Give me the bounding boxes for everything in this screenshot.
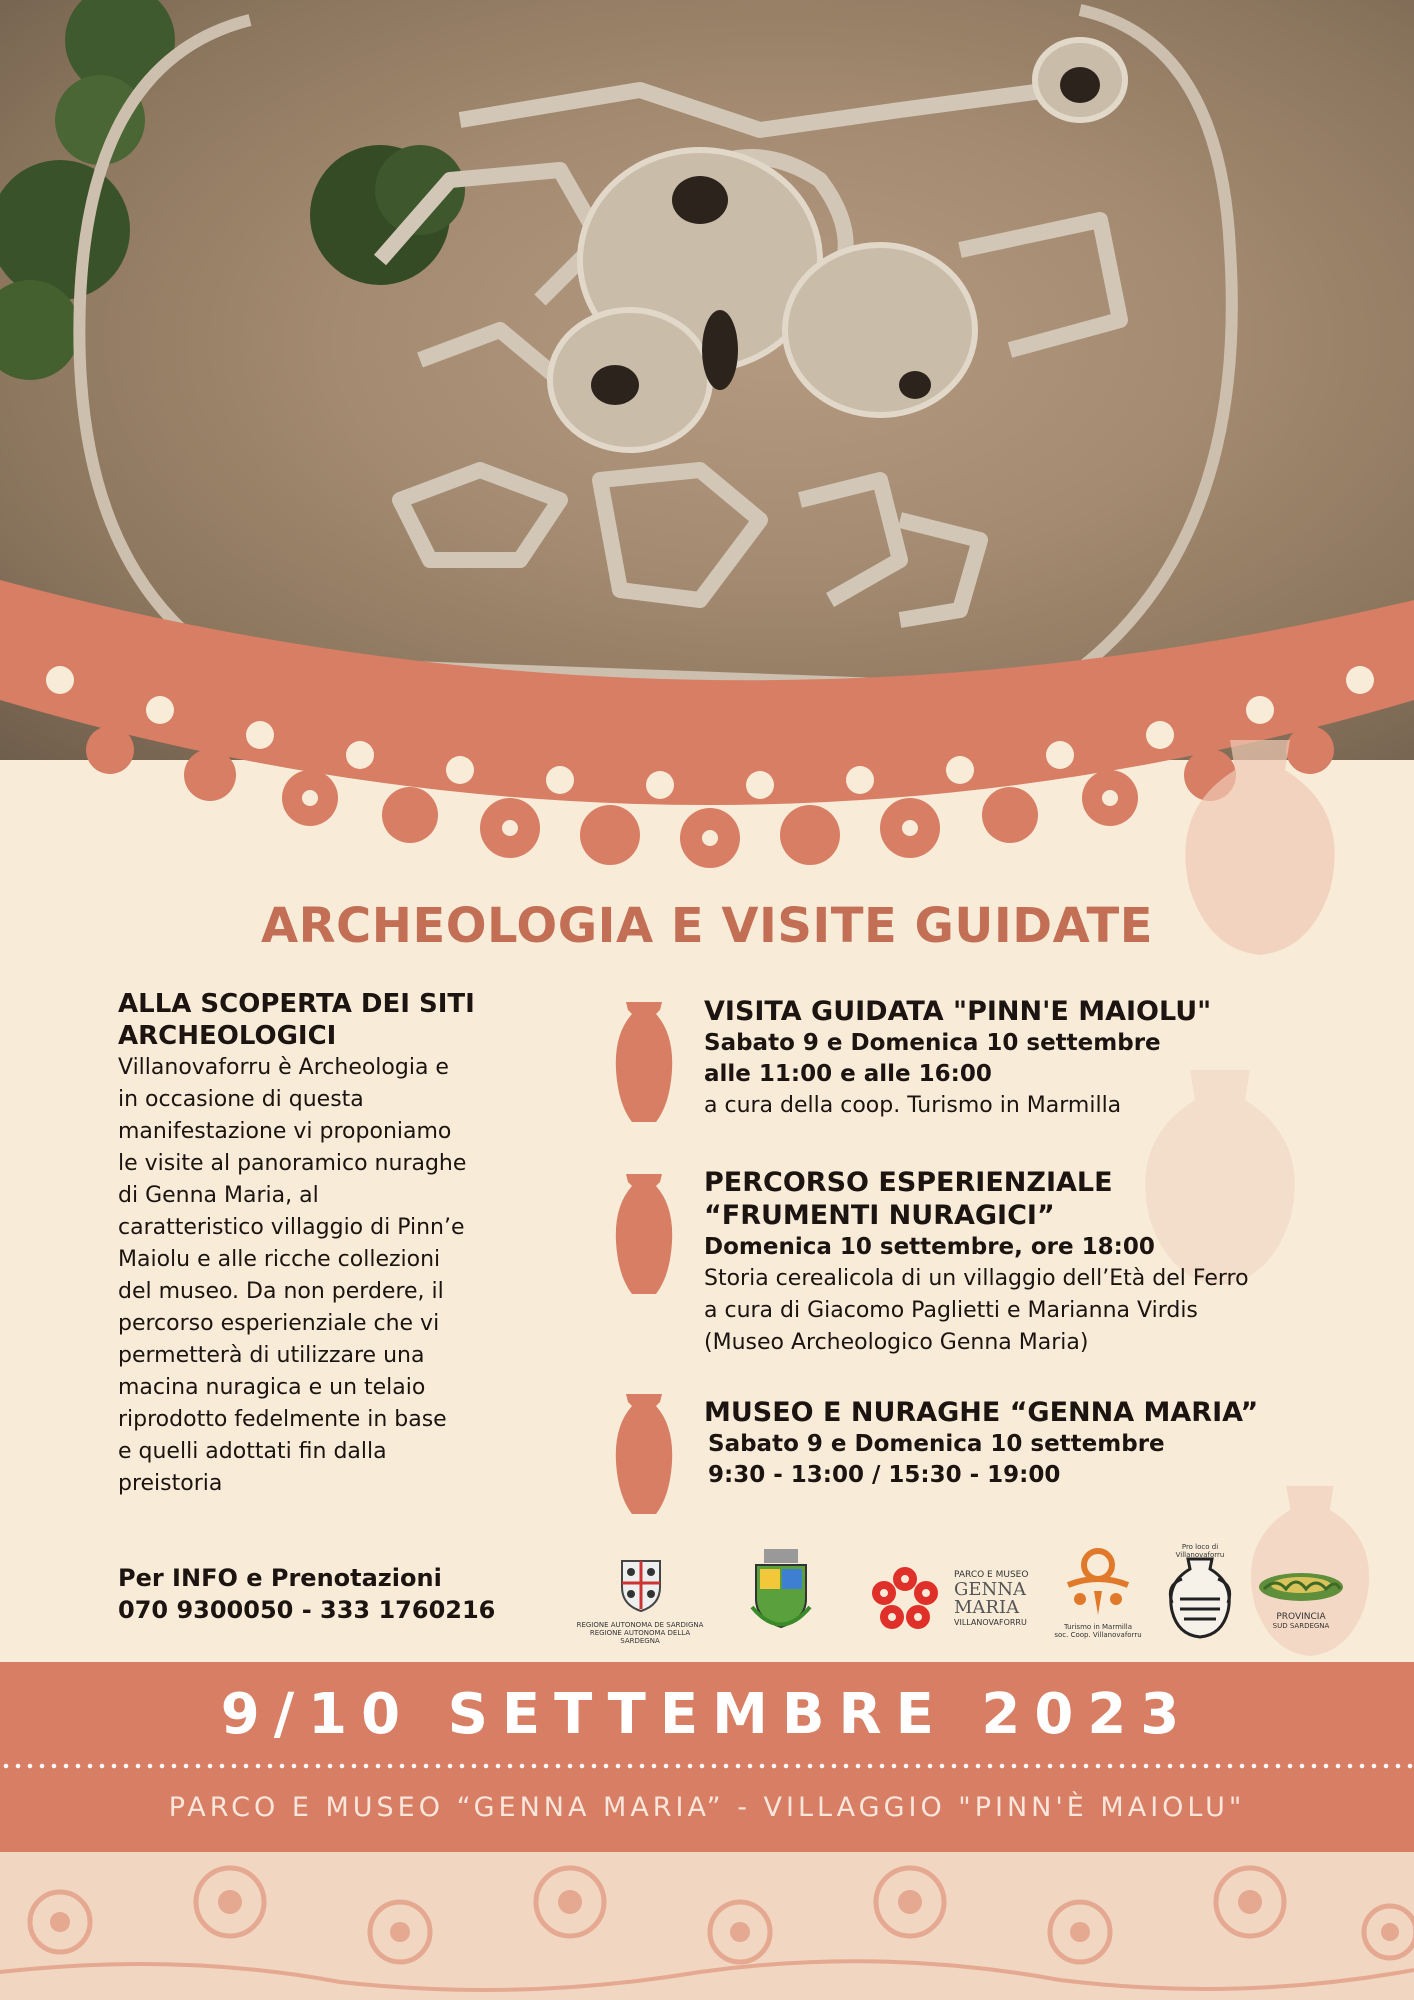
dotted-divider [0, 1763, 1414, 1769]
event-frumenti-nuragici: PERCORSO ESPERIENZIALE “FRUMENTI NURAGICI” Domenica 10 settembre, ore 18:00 Storia cerealicola di un villaggio dell’Età del Ferro a cura di Giacomo Paglietti e Marianna Virdis (Museo Archeologico Genna Maria) [704, 1167, 1249, 1355]
background-amphora-icon [1230, 1470, 1390, 1660]
comune-villanovaforru-crest-icon [746, 1547, 816, 1637]
amphora-icon [612, 1000, 676, 1124]
intro-body: Villanovaforru è Archeologia e in occasione di questa manifestazione vi proponiamo le visite al panoramico nuraghe di Genna Maria, al caratteristico villaggio di Pinn’e Maiolu e alle ricche collezioni del museo. Da non perdere, il percorso esperienziale che vi permetterà di utilizzare una macina nuragica e un telaio riprodotto fedelmente in base e quelli adottati fin dalla preistoria [118, 1055, 467, 1496]
bottom-lace-pattern [0, 1852, 1414, 2000]
genna-maria-logo-icon [862, 1565, 948, 1635]
event-date-banner: 9/10 SETTEMBRE 2023 [220, 1682, 1194, 1747]
page-title: ARCHEOLOGIA E VISITE GUIDATE [260, 898, 1154, 954]
intro-heading: ALLA SCOPERTA DEI SITI ARCHEOLOGICI [118, 989, 475, 1051]
info-phones[interactable]: 070 9300050 - 333 1760216 [118, 1596, 496, 1624]
pro-loco-vase-icon [1162, 1555, 1238, 1639]
amphora-icon [612, 1392, 676, 1516]
provincia-sud-sardegna-logo-icon [1256, 1567, 1346, 1607]
event-location: PARCO E MUSEO “GENNA MARIA” - VILLAGGIO "PINN'È MAIOLU" [168, 1792, 1246, 1823]
amphora-icon [612, 1172, 676, 1296]
info-label: Per INFO e Prenotazioni [118, 1564, 442, 1592]
intro-section [118, 988, 518, 1500]
event-genna-maria: MUSEO E NURAGHE “GENNA MARIA” Sabato 9 e Domenica 10 settembre 9:30 - 13:00 / 15:30 - 19:00 [704, 1397, 1259, 1488]
poster: ARCHEOLOGIA E VISITE GUIDATE ALLA SCOPERTA DEI SITI ARCHEOLOGICI Villanovaforru è Archeologia e in occasione di questa manifestazione vi proponiamo le visite al panoramico nuraghe di Genna Maria, al caratteristico villaggio di Pinn’e Maiolu e alle ricche collezioni del museo. Da non perdere, il percorso esperienziale che vi permetterà di utilizzare una macina nuragica e un telaio riprodotto fedelmente in base e quelli adottati fin dalla preistoria VISITA GUIDATA "PINN'E MAIOLU" Sabato 9 e Domenica 10 settembre alle 11:00 e alle 16:00 a cura della coop. Turismo in Marmilla PERCORSO ESPERIENZIALE “FRUMENTI NURAGICI” Domenica 10 settembre, ore 18:00 Storia cerealicola di un villaggio dell’Età del Ferro a cura di Giacomo Paglietti e Marianna Virdis (Museo Archeologico Genna Maria) MUSEO E NURAGHE “GENNA MARIA” Sabato 9 e Domenica 10 settembre 9:30 - 13:00 / 15:30 - 19:00 Per INFO e Prenotazioni 070 9300050 - 333 1760216 REGIONE AUTONOMA DE SARDIGNA REGIONE AUTONOMA DELLA SARDEGNA PARCO E MUSEO GENNA MARIA VILLANOVAFORRU Turismo in Marmilla soc. Coop. Villanovaforru Pro loco di Villanovaforru PROVINCIA SUD SARDEGNA 9/10 SETTEMBRE 2023 PARCO E MUSEO “GENNA MARIA” - VILLAGGIO "PINN'È MAIOLU" [0, 0, 1414, 2000]
info-contacts [118, 1562, 495, 1626]
turismo-marmilla-logo-icon [1058, 1545, 1138, 1619]
regione-sardegna-logo-icon [618, 1557, 664, 1613]
event-pinne-maiolu: VISITA GUIDATA "PINN'E MAIOLU" Sabato 9 e Domenica 10 settembre alle 11:00 e alle 16:00 a cura della coop. Turismo in Marmilla [704, 996, 1212, 1118]
